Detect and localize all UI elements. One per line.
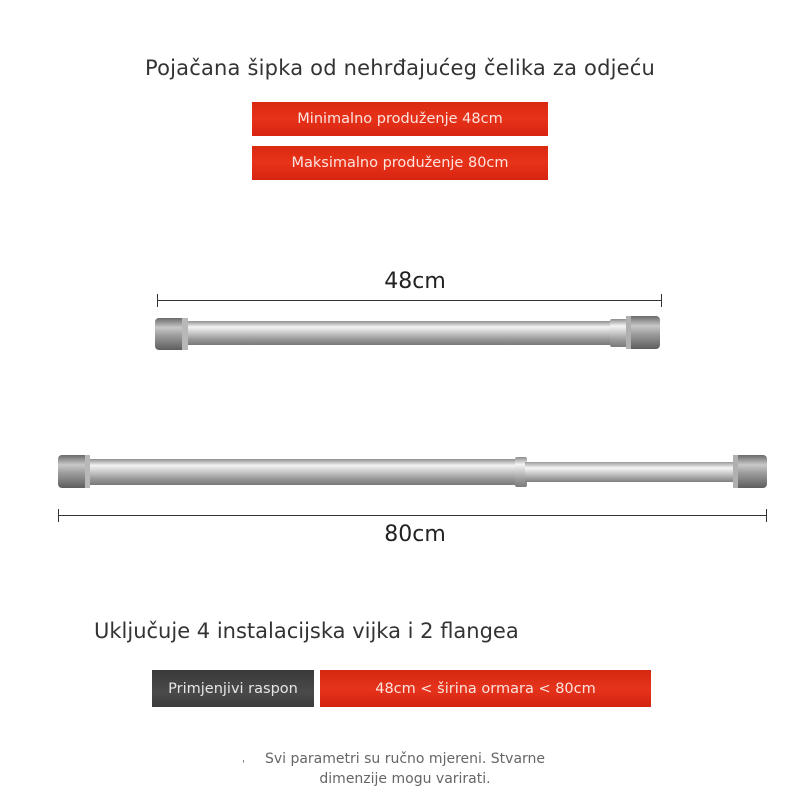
short-dimension-label: 48cm [384, 269, 446, 294]
long-dimension-label: 80cm [384, 522, 446, 547]
note-mark: ' [242, 759, 245, 770]
max-extension-banner: Maksimalno produženje 80cm [252, 146, 548, 180]
note-line-1: Svi parametri su ručno mjereni. Stvarne [264, 751, 546, 767]
short-rod [155, 316, 660, 350]
end-cap-right [735, 455, 767, 488]
included-hardware-text: Uključuje 4 instalacijska vijka i 2 flangea [94, 619, 519, 643]
long-rod [58, 455, 767, 488]
end-cap-right [628, 316, 660, 349]
range-value-box: 48cm < širina ormara < 80cm [320, 670, 651, 707]
note-line-2: dimenzije mogu varirati. [319, 771, 491, 787]
range-label-box: Primjenjivi raspon [152, 670, 314, 707]
page-title: Pojačana šipka od nehrđajućeg čelika za odjeću [144, 56, 656, 80]
min-extension-banner: Minimalno produženje 48cm [252, 102, 548, 136]
long-dimension-line [58, 515, 767, 516]
measurement-note [250, 749, 560, 789]
end-cap-left [58, 455, 88, 488]
